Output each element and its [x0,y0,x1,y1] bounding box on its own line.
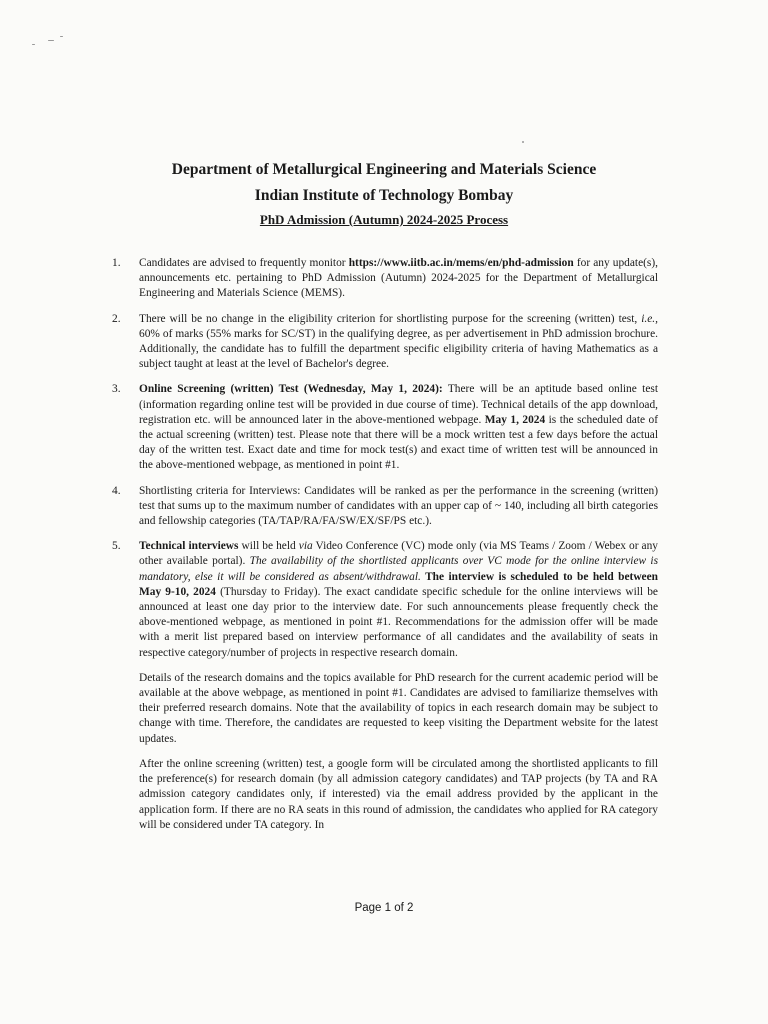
text-run-bold: Technical interviews [139,540,239,553]
text-run: will be held [238,540,299,553]
text-run-bold: May 1, 2024 [484,413,546,426]
text-run: Candidates are advised to frequently monitor [139,257,349,269]
page-footer [0,902,768,914]
text-run-italic: via [298,540,313,553]
text-run: There will be no change in the eligibility criterion for shortlisting purpose for the screening (written) test, [139,312,642,325]
item-text [139,312,658,373]
item-number: 3. [112,383,121,396]
text-run-bold: The interview is scheduled to be held between May 9-10, 2024 [139,570,659,598]
list-item [112,382,658,473]
text-run: There will be an aptitude based online test (information regarding online test will be provided in due course of time). Technical details of the app download, registration etc. will be announced later in the above-mentioned webpage. [139,383,658,426]
item-text [139,382,658,473]
list-item [112,312,658,373]
footer-text: Page [354,902,385,914]
footer-text: of [391,902,408,914]
text-run: (Thursday to Friday). The exact candidate specific schedule for the online interviews will be announced at least one day prior to the interview date. For such announcements please frequently check the above-mentioned webpage, as mentioned in point #1. Recommendations for the admission offer will be made with a merit list prepared based on interview performance of all candidates and the availability of seats in respective category/number of projects in respective research domain. [139,585,658,659]
item-number: 5. [112,540,121,553]
list-item [112,484,658,530]
institute-title: Indian Institute of Technology Bombay [254,187,514,204]
scan-speck [522,141,524,143]
list-item [112,539,658,661]
document-header [0,160,768,229]
scan-speck [60,36,63,37]
text-run: 60% of marks (55% marks for SC/ST) in the qualifying degree, as per advertisement in PhD admission brochure. Additionally, the candidate has to fulfill the department specific eligibility criteria of having Mathematics as a subject taught at least at the level of Bachelor's degree. [139,327,658,371]
item-text: Shortlisting criteria for Interviews: Candidates will be ranked as per the performance in the screening (written) test that sums up to the maximum number of candidates with an upper cap of ~ 140, including all birth categories and fellowship categories (TA/TAP/RA/FA/SW/EX/SF/PS etc.). [139,484,658,528]
total-page-count: 2 [407,902,414,914]
item-number: 1. [112,257,121,269]
department-title: Department of Metallurgical Engineering and Materials Science [171,161,597,178]
admission-url-link[interactable]: https://www.iitb.ac.in/mems/en/phd-admission [348,257,574,269]
google-form-paragraph: After the online screening (written) test, a google form will be circulated among the shortlisted applicants to fill the preference(s) for research domain (by all admission category candidates) and TAP projects (by TA and RA admission category candidates only, if interested) via the email address provided by the applicant in the application form. If there are no RA seats in this round of admission, the candidates who applied for RA category will be considered under TA category. In [139,757,658,831]
scan-speck [32,44,35,45]
text-run: Video Conference (VC) mode only (via MS Teams / Zoom / Webex or any other available portal). [139,540,658,568]
text-run: for any update(s), announcements etc. pertaining to PhD Admission (Autumn) 2024-2025 for the Department of Metallurgical Engineering and Materials Science (MEMS). [139,257,658,300]
item-text [139,256,658,302]
research-domains-paragraph: Details of the research domains and the topics available for PhD research for the current academic period will be available at the above webpage, as mentioned in point #1. Candidates are advised to familiarize themselves with their preferred research domains. Note that the availability of topics in each research domain may be subject to change with time. Therefore, the candidates are requested to keep visiting the Department website for the latest updates. [139,671,658,745]
item-text [139,539,658,661]
current-page-number: 1 [384,902,392,914]
document-body [112,256,658,843]
text-run-bold: Online Screening (written) Test (Wednesday, May 1, 2024): [139,383,443,396]
process-title: PhD Admission (Autumn) 2024-2025 Process [259,212,509,227]
scan-speck [48,40,54,41]
list-item [112,256,658,302]
text-run-italic: The availability of the shortlisted applicants over VC mode for the online interview is mandatory, else it will be considered as absent/withdrawal. [139,555,659,583]
item-number: 4. [112,484,121,497]
item-number: 2. [112,312,121,325]
text-run-italic: i.e., [641,312,658,325]
text-run: is the scheduled date of the actual screening (written) test. Please note that there will be a mock written test a few days before the actual day of the written test. Exact date and time for mock test(s) and exact time of written test will be announced in the above-mentioned webpage, as mentioned in point #1. [139,413,658,472]
